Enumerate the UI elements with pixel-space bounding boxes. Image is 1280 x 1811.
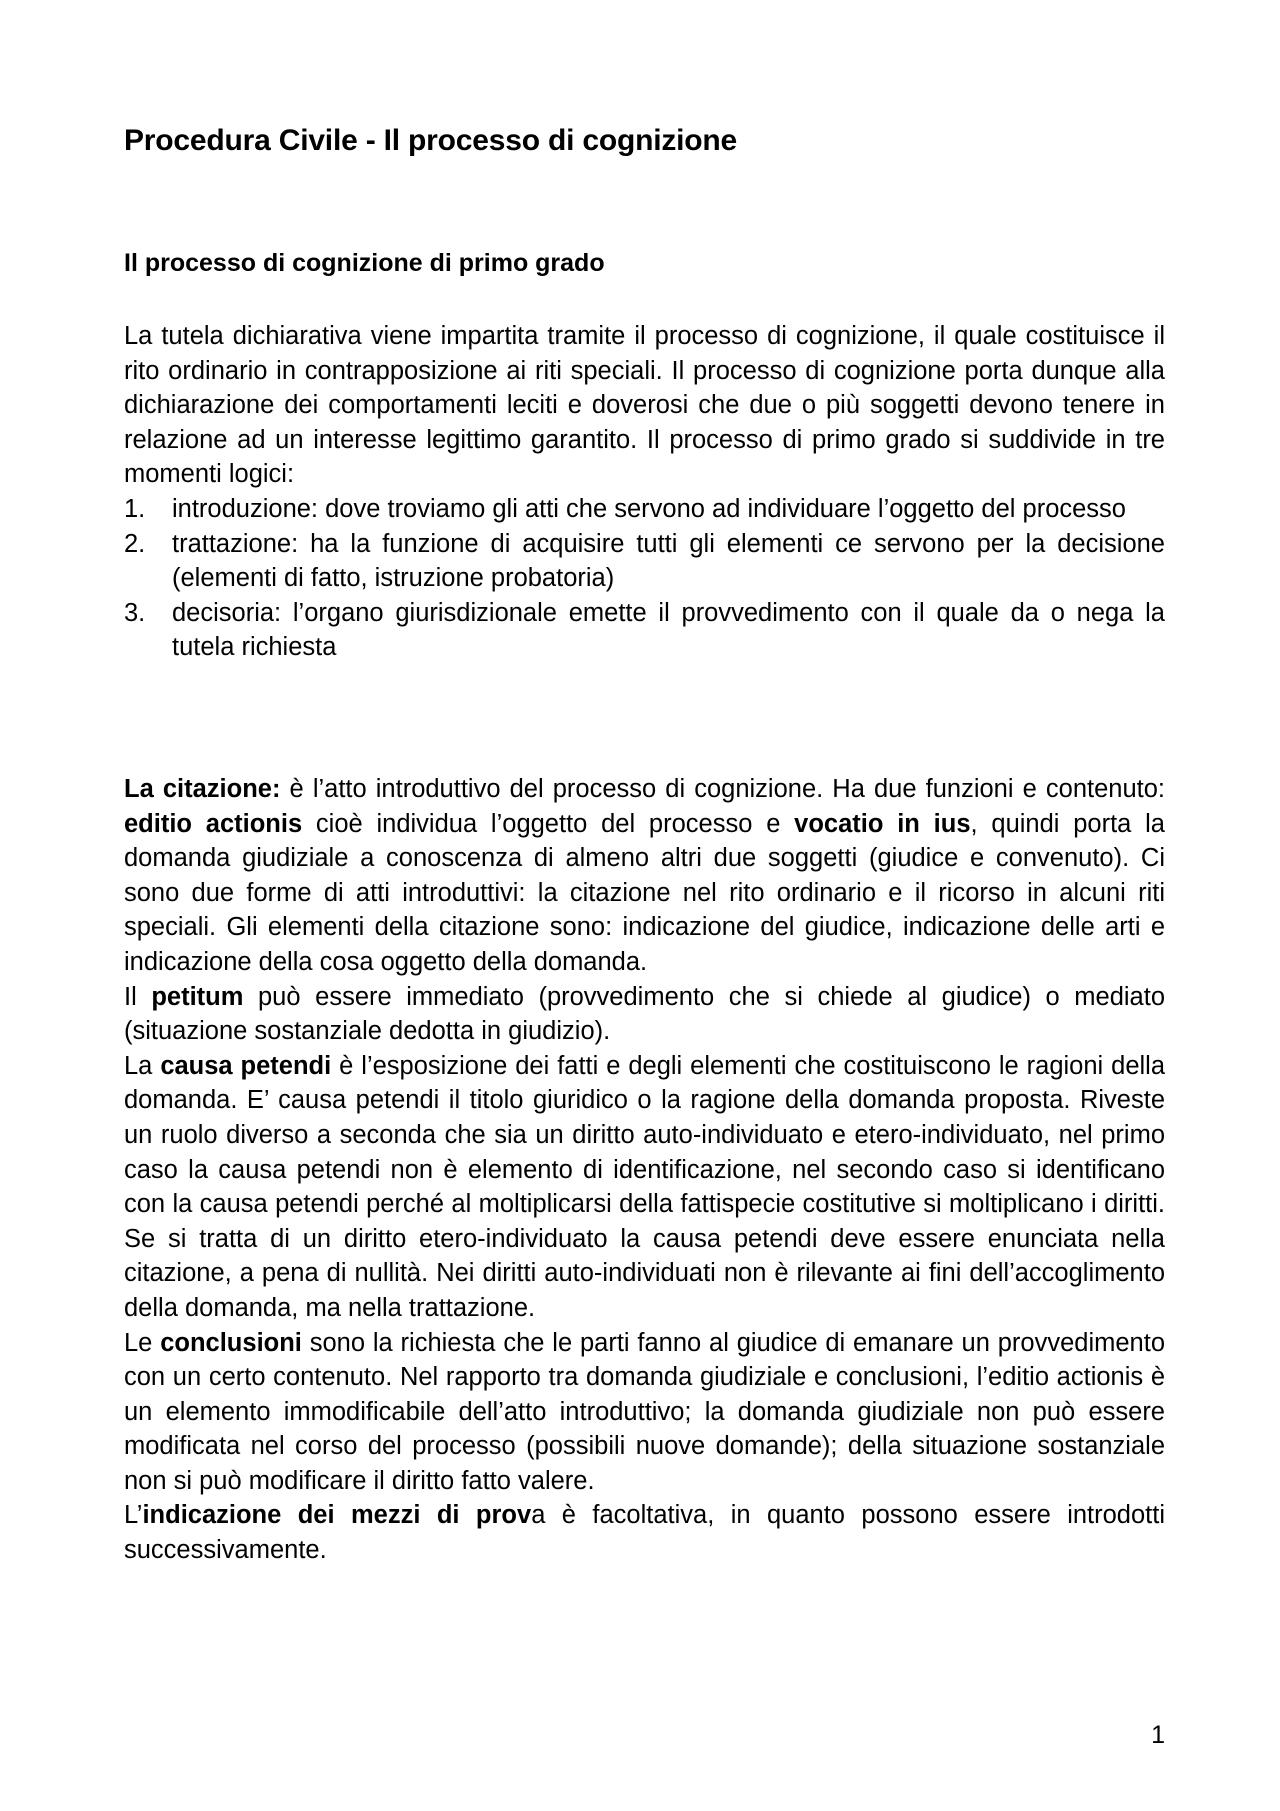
- citazione-text-1: è l’atto introduttivo del processo di cognizione. Ha due funzioni e contenuto:: [280, 775, 1165, 803]
- list-item-text: trattazione: ha la funzione di acquisire tutti gli elementi ce servono per la decisione (elementi di fatto, istruzione probatoria): [172, 529, 1165, 593]
- section-title: Il processo di cognizione di primo grado: [124, 249, 605, 277]
- mezzi-di-prova-lead: L’: [124, 1501, 143, 1530]
- conclusioni-lead: Le: [124, 1328, 161, 1357]
- citazione-text-3: , quindi porta la domanda giudiziale a conoscenza di almeno altri due soggetti (giudice e convenuto). Ci sono due forme di atti introduttivi: la citazione nel rito ordinario e il ricorso in alcuni riti speciali. Gli elementi della citazione sono: indicazione del giudice, indicazione delle arti e indicazione della cosa oggetto della domanda.: [124, 809, 1165, 976]
- list-item-number: 2.: [124, 529, 146, 558]
- vocatio-in-ius-term: vocatio in ius: [794, 809, 971, 838]
- list-item-text: introduzione: dove troviamo gli atti che servono ad individuare l’oggetto del processo: [172, 494, 1126, 523]
- causa-petendi-paragraph: [124, 1049, 1165, 1326]
- petitum-lead: Il: [124, 982, 152, 1011]
- list-item-number: 1.: [124, 494, 146, 523]
- list-item: [124, 527, 1165, 596]
- list-item-text: decisoria: l’organo giurisdizionale emette il provvedimento con il quale da o nega la tutela richiesta: [172, 598, 1165, 662]
- citazione-paragraph: [124, 772, 1165, 980]
- citazione-term: La citazione:: [124, 775, 281, 803]
- intro-paragraph: La tutela dichiarativa viene impartita tramite il processo di cognizione, il quale costituisce il rito ordinario in contrapposizione ai riti speciali. Il processo di cognizione porta dunque alla dichiarazione dei comportamenti leciti e doverosi che due o più soggetti devono tenere in relazione ad un interesse legittimo garantito. Il processo di primo grado si suddivide in tre momenti logici:: [124, 322, 1165, 489]
- petitum-term: petitum: [151, 982, 244, 1011]
- conclusioni-term: conclusioni: [160, 1328, 302, 1357]
- list-item: [124, 596, 1165, 665]
- document-page: [124, 0, 1165, 1811]
- list-item-number: 3.: [124, 598, 146, 627]
- mezzi-di-prova-paragraph: [124, 1498, 1165, 1567]
- conclusioni-paragraph: [124, 1326, 1165, 1499]
- intro-section: [124, 319, 1165, 665]
- petitum-text: può essere immediato (provvedimento che si chiede al giudice) o mediato (situazione sostanziale dedotta in giudizio).: [124, 982, 1166, 1046]
- conclusioni-text: sono la richiesta che le parti fanno al giudice di emanare un provvedimento con un certo contenuto. Nel rapporto tra domanda giudiziale e conclusioni, l’editio actionis è un elemento immodificabile dell’atto introduttivo; la domanda giudiziale non può essere modificata nel corso del processo (possibili nuove domande); della situazione sostanziale non si può modificare il diritto fatto valere.: [124, 1328, 1165, 1495]
- causa-petendi-lead: La: [124, 1051, 161, 1080]
- list-item: [124, 492, 1165, 527]
- causa-petendi-term: causa petendi: [160, 1051, 332, 1080]
- document-title: Procedura Civile - Il processo di cognizione: [124, 124, 738, 157]
- citazione-text-2: cioè individua l’oggetto del processo e: [302, 809, 795, 838]
- mezzi-di-prova-text: a è facoltativa, in quanto possono essere introdotti successivamente.: [124, 1501, 1165, 1565]
- steps-list: [124, 492, 1165, 665]
- petitum-paragraph: [124, 980, 1165, 1049]
- citazione-section: [124, 772, 1165, 1568]
- causa-petendi-text: è l’esposizione dei fatti e degli elementi che costituiscono le ragioni della domanda. E’ causa petendi il titolo giuridico o la ragione della domanda proposta. Riveste un ruolo diverso a seconda che sia un diritto auto-individuato e etero-individuato, nel primo caso la causa petendi non è elemento di identificazione, nel secondo caso si identificano con la causa petendi perché al moltiplicarsi della fattispecie costitutive si moltiplicano i diritti. Se si tratta di un diritto etero-individuato la causa petendi deve essere enunciata nella citazione, a pena di nullità. Nei diritti auto-individuati non è rilevante ai fini dell’accoglimento della domanda, ma nella trattazione.: [124, 1051, 1166, 1322]
- page-number: 1: [1151, 1721, 1165, 1749]
- mezzi-di-prova-term: indicazione dei mezzi di prov: [142, 1501, 532, 1530]
- editio-actionis-term: editio actionis: [124, 809, 303, 838]
